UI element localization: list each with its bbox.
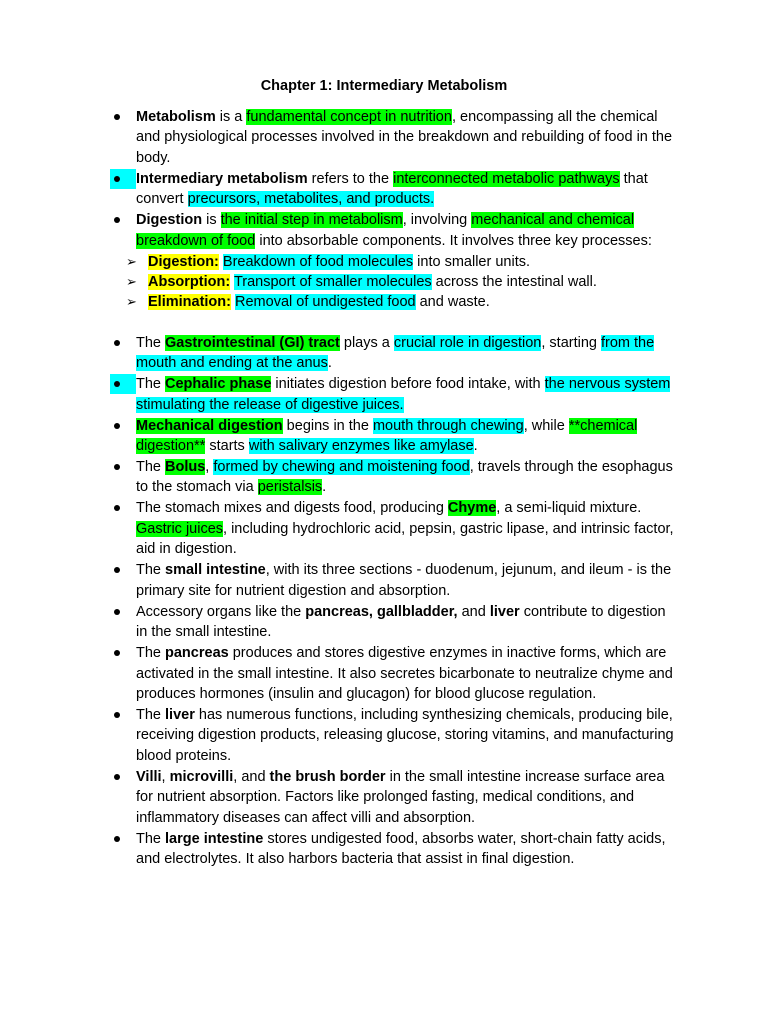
highlight: peristalsis: [257, 479, 323, 496]
text: plays a: [339, 334, 394, 351]
term: the brush border: [269, 768, 386, 785]
highlight: Bolus: [165, 459, 206, 476]
text: , involving: [402, 212, 472, 229]
text: , travels through the esophagus to the stomach via: [136, 459, 673, 496]
highlight: Mechanical digestion: [136, 417, 283, 434]
highlight: mechanical and chemical breakdown of food: [136, 212, 635, 249]
term: Metabolism: [136, 109, 216, 125]
bullet-icon: [114, 333, 122, 353]
term: Villi: [136, 768, 162, 785]
text: refers to the: [307, 170, 394, 187]
text: is: [202, 212, 221, 229]
list-item-digestion: [0, 210, 768, 251]
arrow-bullet-icon: ➢: [126, 274, 137, 290]
bullet-list: [0, 107, 768, 870]
highlight: interconnected metabolic pathways: [393, 170, 620, 187]
sub-label: Elimination:: [148, 294, 231, 311]
bullet-icon: [114, 705, 122, 725]
sub-item-elimination: [0, 292, 768, 312]
list-item-stomach: [0, 498, 768, 559]
bullet-icon: [110, 169, 136, 189]
text: , a semi-liquid mixture.: [496, 500, 642, 517]
text: is a: [215, 109, 247, 125]
list-item-cephalic-phase: [0, 374, 768, 415]
text: , starting: [541, 334, 601, 351]
bullet-icon: [114, 107, 122, 127]
text: begins in the: [282, 417, 373, 434]
text: ,: [161, 768, 170, 785]
highlight: Breakdown of food molecules: [222, 253, 414, 270]
arrow-bullet-icon: ➢: [126, 294, 137, 310]
text: The: [136, 562, 166, 579]
list-item-intermediary-metabolism: [0, 169, 768, 210]
text: The stomach mixes and digests food, producing: [136, 500, 448, 517]
text: in the small intestine increase surface area for nutrient absorption. Factors like prolonged fasting, medical conditions, and inflammatory diseases can affect villi and absorption.: [136, 768, 665, 826]
highlight: with salivary enzymes like amylase: [248, 438, 474, 455]
text: has numerous functions, including synthesizing chemicals, producing bile, receiving digestion products, releasing glucose, storing vitamins, and manufacturing blood proteins.: [136, 706, 674, 764]
text: , including hydrochloric acid, pepsin, gastric lipase, and intrinsic factor, aid in digestion.: [136, 520, 674, 558]
bullet-icon: [114, 602, 122, 622]
term: pancreas, gallbladder,: [305, 603, 458, 620]
text: and: [457, 603, 490, 620]
text: across the intestinal wall.: [431, 274, 597, 291]
bullet-icon: [114, 457, 122, 477]
text: .: [322, 479, 327, 496]
term: liver: [489, 603, 520, 620]
highlight: Transport of smaller molecules: [233, 274, 432, 291]
highlight: Gastrointestinal (GI) tract: [165, 334, 340, 351]
text: .: [327, 355, 332, 372]
list-item-small-intestine: [0, 560, 768, 601]
list-item-liver: [0, 705, 768, 766]
term: microvilli: [169, 768, 234, 785]
text: , while: [523, 417, 569, 434]
text: contribute to digestion in the small intestine.: [136, 603, 666, 641]
text: starts: [205, 438, 249, 455]
text: Accessory organs like the: [136, 603, 306, 620]
text: initiates digestion before food intake, with: [271, 376, 545, 393]
arrow-bullet-icon: ➢: [126, 253, 137, 269]
bullet-icon: [114, 498, 122, 518]
highlight: from the mouth and ending at the anus: [136, 334, 655, 372]
text: The: [136, 830, 166, 847]
highlight: precursors, metabolites, and products.: [187, 191, 435, 208]
highlight: the initial step in metabolism: [220, 212, 403, 229]
highlight: Removal of undigested food: [235, 294, 416, 311]
highlight: Gastric juices: [136, 520, 224, 537]
spacer: [0, 313, 768, 333]
bullet-icon: [114, 643, 122, 663]
list-item-gi-tract: [0, 333, 768, 374]
list-item-mechanical-digestion: [0, 416, 768, 457]
term: liver: [165, 706, 195, 723]
term: Intermediary metabolism: [136, 170, 308, 187]
term: small intestine: [165, 562, 266, 579]
page-title: Chapter 1: Intermediary Metabolism: [260, 78, 508, 94]
text: The: [136, 645, 166, 662]
text: The: [136, 706, 166, 723]
text: , with its three sections - duodenum, jejunum, and ileum - is the primary site for nutrient digestion and absorption.: [136, 562, 672, 599]
bullet-icon: [114, 210, 122, 230]
text: into smaller units.: [413, 253, 531, 270]
sub-item-absorption: [0, 272, 768, 292]
list-item-large-intestine: [0, 829, 768, 870]
sub-label: Digestion:: [148, 253, 219, 270]
sub-label: Absorption:: [148, 274, 231, 291]
bullet-icon: [110, 374, 136, 394]
highlight: formed by chewing and moistening food: [213, 459, 470, 476]
bullet-icon: [114, 829, 122, 849]
text: stores undigested food, absorbs water, short-chain fatty acids, and electrolytes. It also harbors bacteria that assist in final digestion.: [136, 830, 666, 867]
highlight: crucial role in digestion: [393, 334, 542, 351]
text: that convert: [136, 170, 648, 208]
term: pancreas: [165, 645, 229, 662]
text: and waste.: [415, 294, 490, 311]
text: into absorbable components. It involves three key processes:: [255, 232, 652, 249]
highlight: Chyme: [447, 500, 497, 517]
highlight: fundamental concept in nutrition: [246, 109, 452, 125]
text: produces and stores digestive enzymes in inactive forms, which are activated in the small intestine. It also secretes bicarbonate to neutralize chyme and produces hormones (insulin and glucagon) for blood glucose regulation.: [136, 645, 673, 702]
text: .: [473, 438, 478, 455]
highlight: the nervous system stimulating the release of digestive juices.: [136, 376, 671, 413]
highlight: Cephalic phase: [165, 376, 272, 393]
term: Digestion: [136, 212, 203, 229]
list-item-accessory-organs: [0, 602, 768, 643]
sub-item-digestion: [0, 252, 768, 272]
list-item-villi: [0, 767, 768, 828]
list-item-bolus: [0, 457, 768, 498]
text: , and: [233, 768, 270, 785]
text: , encompassing all the chemical and physiological processes involved in the breakdown and rebuilding of food in the body.: [136, 109, 673, 166]
bullet-icon: [114, 560, 122, 580]
text: The: [136, 334, 166, 351]
term: large intestine: [165, 830, 264, 847]
list-item-pancreas: [0, 643, 768, 704]
text: The: [136, 459, 166, 476]
text: The: [136, 376, 166, 393]
bullet-icon: [114, 416, 122, 436]
highlight: **chemical digestion**: [136, 417, 638, 455]
bullet-icon: [114, 767, 122, 787]
highlight: mouth through chewing: [372, 417, 524, 434]
list-item-metabolism: [0, 107, 768, 168]
text: ,: [205, 459, 214, 476]
